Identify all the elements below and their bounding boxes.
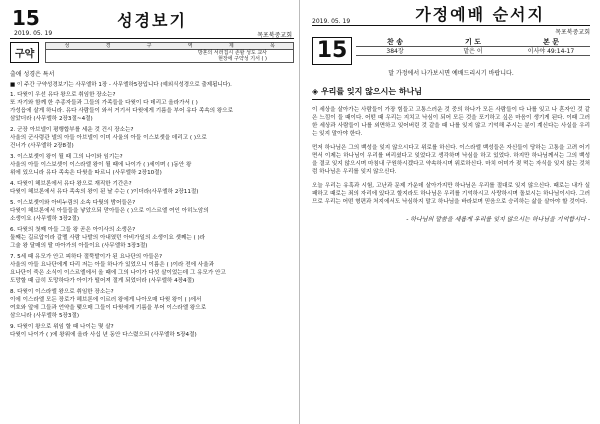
bible-reading-page <box>0 0 298 424</box>
right-header <box>312 6 590 26</box>
lesson-tag: 구약 <box>10 42 39 63</box>
question-text: 사울의 군사령관 넬의 아들 아브넬이 이미 사울의 아들 이스보셋을 데리고 ( )으로 <box>10 135 207 141</box>
question-item: 6. 다윗의 첫째 아들 그들 왕 곧은 아이사의 소생은? <box>10 227 136 233</box>
page-divider <box>299 0 300 424</box>
question-text: 소생이요 (사무엘하 3장2절) <box>10 216 80 222</box>
closing-line: - 하나님의 말씀을 새롭게 우리를 잊지 않으시는 하나님을 기억합시다 - <box>406 216 590 223</box>
question-text: 다윗이 헤브론에서 아들들을 낳았으되 맏아들은 ( )으로 이스르엘 여인 아히노암의 <box>10 208 209 214</box>
page-title: 성경보기 <box>117 11 187 30</box>
question-text: 또 자기와 함께 한 추종자들과 그들의 가족들을 다윗이 다 데리고 올라가서 ( ) <box>10 100 198 106</box>
issue-number: 15 <box>12 6 40 30</box>
sermon-heading: ◈ 우리를 잊지 않으시는 하나님 <box>312 86 590 100</box>
question-item: 1. 다윗이 우선 유다 왕으로 취임한 장소는? <box>10 92 116 98</box>
church-name: 목포북중교회 <box>555 29 590 36</box>
lesson-table-row: 현장에 구약성 기서 ( ) <box>218 56 267 62</box>
sermon-body <box>312 106 590 206</box>
question-item: 3. 이스보셋이 왕이 될 때 그의 나이와 임기는? <box>10 154 123 160</box>
page-title: 가정예배 순서지 <box>415 5 545 24</box>
question-text: 사울의 아들 요나단에게 다리 저는 아들 하나가 있었으니 이름은 ( )이라 전에 사울과 <box>10 262 215 268</box>
sermon-paragraph: 이 세상을 살아가는 사람들이 가장 힘들고 고통스러운 것 중의 하나가 모든 사람들이 다 나를 잊고 나 혼자인 것 같은 느낌이 들 때이다. 어떤 때 우리는 지치고 낙심이 되어 모든 것을 포기하고 싶은 마음이 생기게 된다. 이때 그러한 세상과 사람들이 나를 외면하고 잊어버린 것 같을 때 나를 잊지 않고 기억해 주시는 분이 계신다는 사실을 우리는 잊지 말아야 한다. <box>312 107 590 137</box>
question-text: 사울의 아들 이스보셋이 이스라엘 왕이 될 때에 나이가 ( )세이며 ( )동안 왕 <box>10 162 192 168</box>
table-row: 384장 맡은 이 이사야 49:14-17 <box>356 47 590 56</box>
section-subtitle: 출애 성경은 특서 <box>10 71 55 78</box>
question-item: 5. 이스보셋이와 아비누림의 소속 다웟의 밤어들은? <box>10 200 136 206</box>
worship-order <box>312 37 590 65</box>
sermon-paragraph: 오늘 우리는 유혹과 시험, 고난과 문제 가운데 살아가지만 하나님은 우리를 절대로 잊지 않으신다. 때로는 내가 실패하고 때로는 죄의 자리에 있다고 할지라도 하나님은 우리를 기억하시고 사랑하시며 돌보시는 하나님이시다. 그러므로 우리는 어떤 형편과 처지에서도 낙심하지 말고 하나님을 바라보며 믿음으로 승리하는 삶을 살아야 할 것이다. <box>312 183 590 205</box>
question-text: 위에 있으니라 유다 족속은 다윗을 따르니 (사무엘하 2장10절) <box>10 170 162 176</box>
question-item: 8. 다윗이 이스라엘 왕으로 취임한 장소는? <box>10 289 114 295</box>
question-text: 여호와 앞에 그들과 언약을 맺으매 그들이 다윗에게 기름을 부어 이스라엘 왕으로 <box>10 305 207 311</box>
question-text: 가성읍에 살게 하니라. 유다 사람들이 와서 거기서 다윗에게 기름을 부어 유다 족속의 왕으로 <box>10 108 234 114</box>
lesson-table-row: 방혼의 서러집시 존할 성도 교사 <box>197 50 267 56</box>
lesson-row <box>10 42 294 66</box>
date: 2019. 05. 19 <box>312 18 351 25</box>
sermon-paragraph: 먼저 하나님은 그의 백성을 잊지 않으시다고 위로를 하신다. 이스라엘 백성들은 자신들이 당하는 고통을 고려 어기면서 이제는 하나님이 우리를 버리셨다고 잊었다고 생각하며 낙심을 하고 있었다. 하지만 하나님께서는 그의 백성을 결코 잊지 않으시며 마침내 구원하시겠다고 약속하시며 위로하신다. 마치 어미가 젖 먹는 자식을 잊지 않는 것처럼 하나님은 우리를 잊지 않으신다. <box>312 145 590 175</box>
question-text: 도망할 때 급히 도망하다가 아이가 떨어져 절게 되었더라 (사무엘하 4장4절) <box>10 278 195 284</box>
left-header <box>10 6 294 28</box>
question-list <box>10 91 294 339</box>
question-text: 다윗이 헤브론에서 유다 족속의 왕이 된 날 수는 ( )이더라(사무엘하 2장11절) <box>10 189 199 195</box>
lesson-table <box>45 42 294 63</box>
date: 2019. 05. 19 <box>14 30 53 37</box>
question-text: 둘째는 길르압이라 갈멜 사람 나발의 아내였던 아비가일의 소생이요 셋째는 ( )라 <box>10 235 206 241</box>
issue-number: 15 <box>312 37 352 65</box>
question-text: 삼았더라 (사무엘하 2장3절~4절) <box>10 116 93 122</box>
question-item: 9. 다윗이 왕으로 위임 할 때 나이는 몇 살? <box>10 324 114 330</box>
table-header: 찬 송 기 도 본 문 <box>356 37 590 47</box>
question-text: 다윗이 나이가 ( )에 왕위에 올라 사십 년 동안 다스렸으되 (사무엘하 5장4절) <box>10 332 197 338</box>
lesson-table-header: 성 경 구 역 제 목 <box>46 43 293 50</box>
left-subheader <box>10 28 294 39</box>
church-name: 목포북중교회 <box>257 32 292 39</box>
question-item: 2. 군장 아브넬이 평행합부를 세운 것 건시 장소는? <box>10 127 134 133</box>
question-text: 그술 왕 달매의 딸 마아가의 아들이요 (사무엘하 3장3절) <box>10 243 148 249</box>
question-text: 요나단이 죽은 소식이 이스르엘에서 올 때에 그의 나이가 다섯 살이었는데 그 유모가 안고 <box>10 270 226 276</box>
question-text: 삼으니라 (사무엘하 5장3절) <box>10 313 80 319</box>
question-item: 4. 다윗이 헤브론에서 유다 왕으로 재직한 기간은? <box>10 181 132 187</box>
worship-table <box>356 37 590 65</box>
family-worship-page <box>302 0 600 424</box>
question-text: 건너가 (사무엘하 2장8절) <box>10 143 74 149</box>
instruction: ■ 이 주간 구약성경보기는 사무엘하 1장 - 사무엘하5장입니다 (예외식성경으로 출제됩니다). <box>10 82 232 88</box>
question-item: 7. 5세 때 유모가 안고 피하다 절뚝발이가 된 요나단의 아들은? <box>10 254 163 260</box>
notice-banner: 말 가정에서 나가보시면 예배드리시기 바랍니다. <box>388 70 514 77</box>
question-text: 이에 이스라엘 모든 장로가 헤브론에 이르러 왕에게 나아오매 다윗 왕이 ( )에서 <box>10 297 202 303</box>
